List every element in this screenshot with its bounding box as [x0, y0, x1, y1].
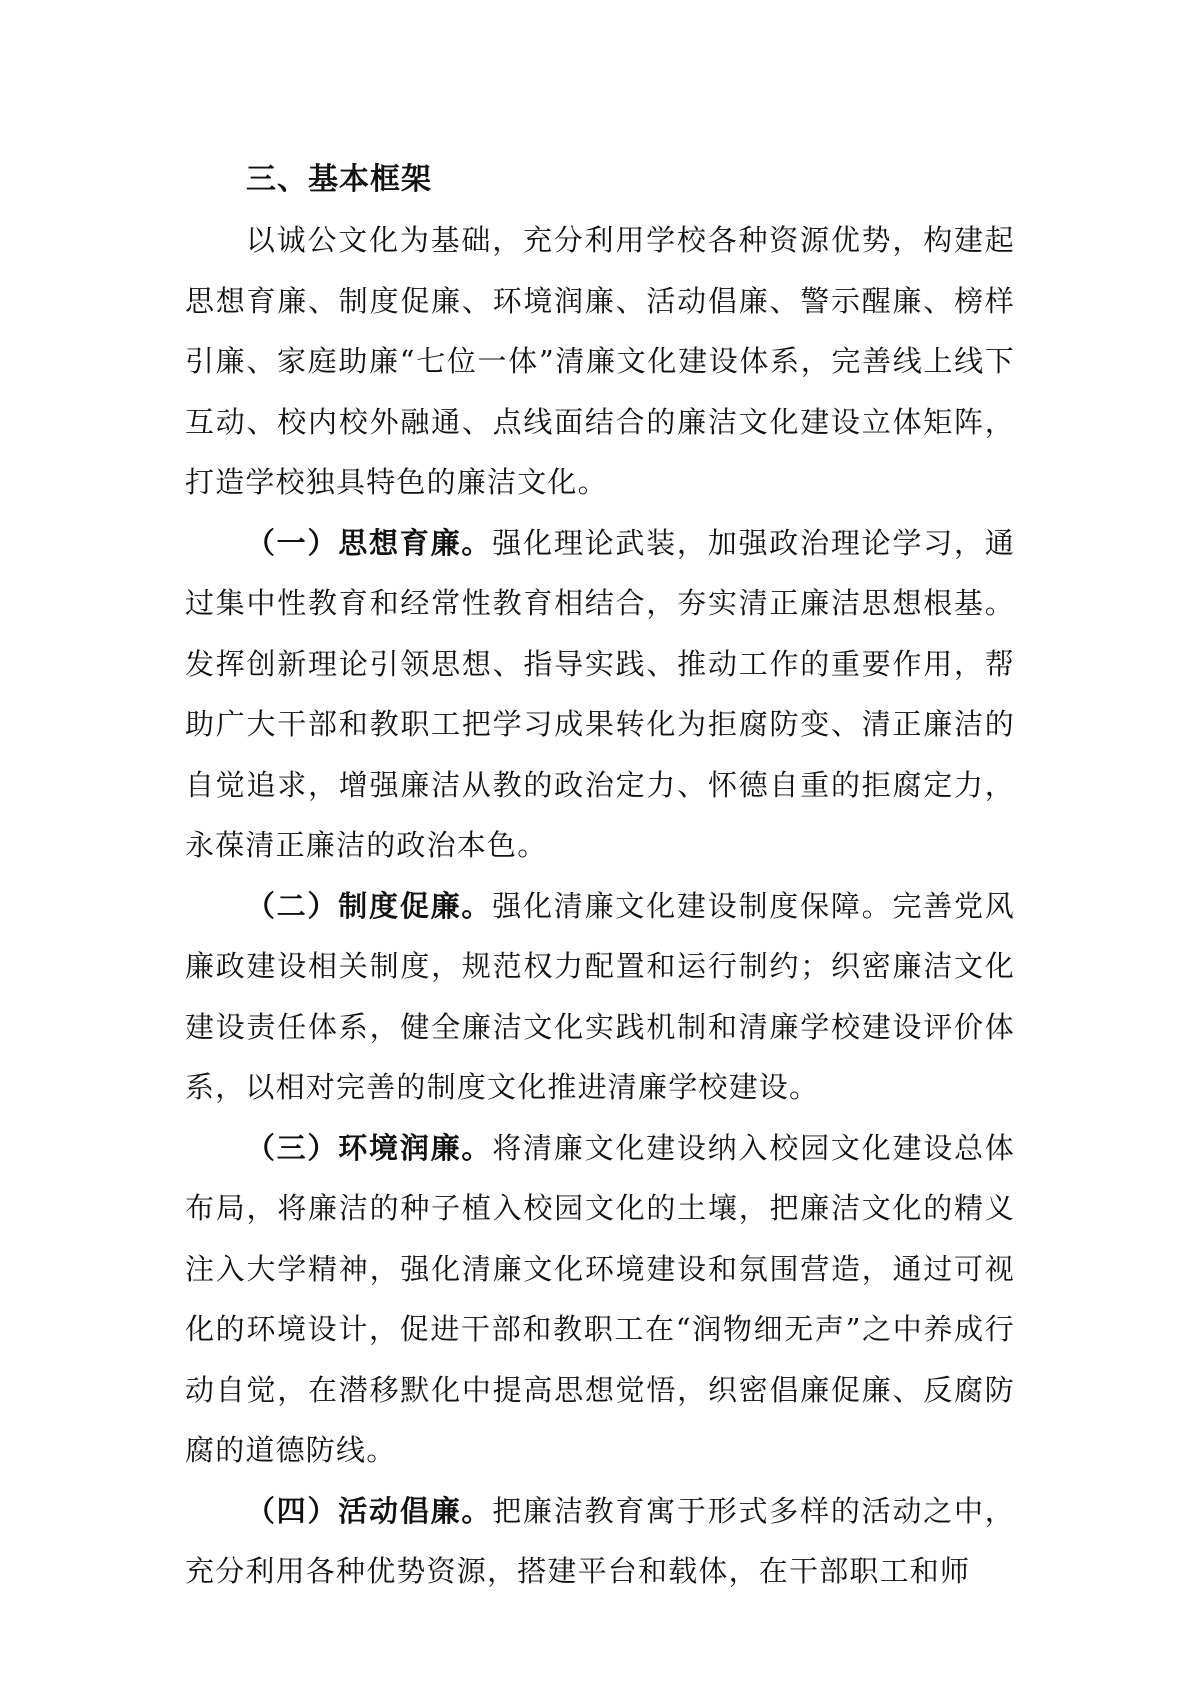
item-body: 强化清廉文化建设制度保障。完善党风廉政建设相关制度，规范权力配置和运行制约；织密廉洁文化建设责任体系，健全廉洁文化实践机制和清廉学校建设评价体系，以相对完善的制度文化推进清廉学校建设。	[185, 888, 1015, 1104]
item-body: 强化理论武装，加强政治理论学习，通过集中性教育和经常性教育相结合，夯实清正廉洁思想根基。发挥创新理论引领思想、指导实践、推动工作的重要作用，帮助广大干部和教职工把学习成果转化为拒腐防变、清正廉洁的自觉追求，增强廉洁从教的政治定力、怀德自重的拒腐定力，永葆清正廉洁的政治本色。	[185, 525, 1015, 862]
item-body: 将清廉文化建设纳入校园文化建设总体布局，将廉洁的种子植入校园文化的土壤，把廉洁文化的精义注入大学精神，强化清廉文化环境建设和氛围营造，通过可视化的环境设计，促进干部和教职工在“润物细无声”之中养成行动自觉，在潜移默化中提高思想觉悟，织密倡廉促廉、反腐防腐的道德防线。	[185, 1130, 1015, 1467]
intro-paragraph: 以诚公文化为基础，充分利用学校各种资源优势，构建起思想育廉、制度促廉、环境润廉、活动倡廉、警示醒廉、榜样引廉、家庭助廉“七位一体”清廉文化建设体系，完善线上线下互动、校内校外融通、点线面结合的廉洁文化建设立体矩阵，打造学校独具特色的廉洁文化。	[185, 223, 1015, 499]
item-heading: （二）制度促廉。	[245, 888, 493, 923]
paragraph-item-2	[185, 876, 1015, 1118]
item-body: 把廉洁教育寓于形式多样的活动之中，充分利用各种优势资源，搭建平台和载体，在干部职工和师	[185, 1493, 1015, 1588]
page-content	[185, 150, 1015, 1602]
item-heading: （四）活动倡廉。	[245, 1493, 493, 1528]
section-title: 三、基本框架	[246, 162, 432, 197]
paragraph-item-1	[185, 513, 1015, 876]
paragraph-item-3	[185, 1118, 1015, 1481]
item-heading: （一）思想育廉。	[245, 525, 493, 560]
item-heading: （三）环境润廉。	[245, 1130, 493, 1165]
paragraph-item-4	[185, 1481, 1015, 1602]
